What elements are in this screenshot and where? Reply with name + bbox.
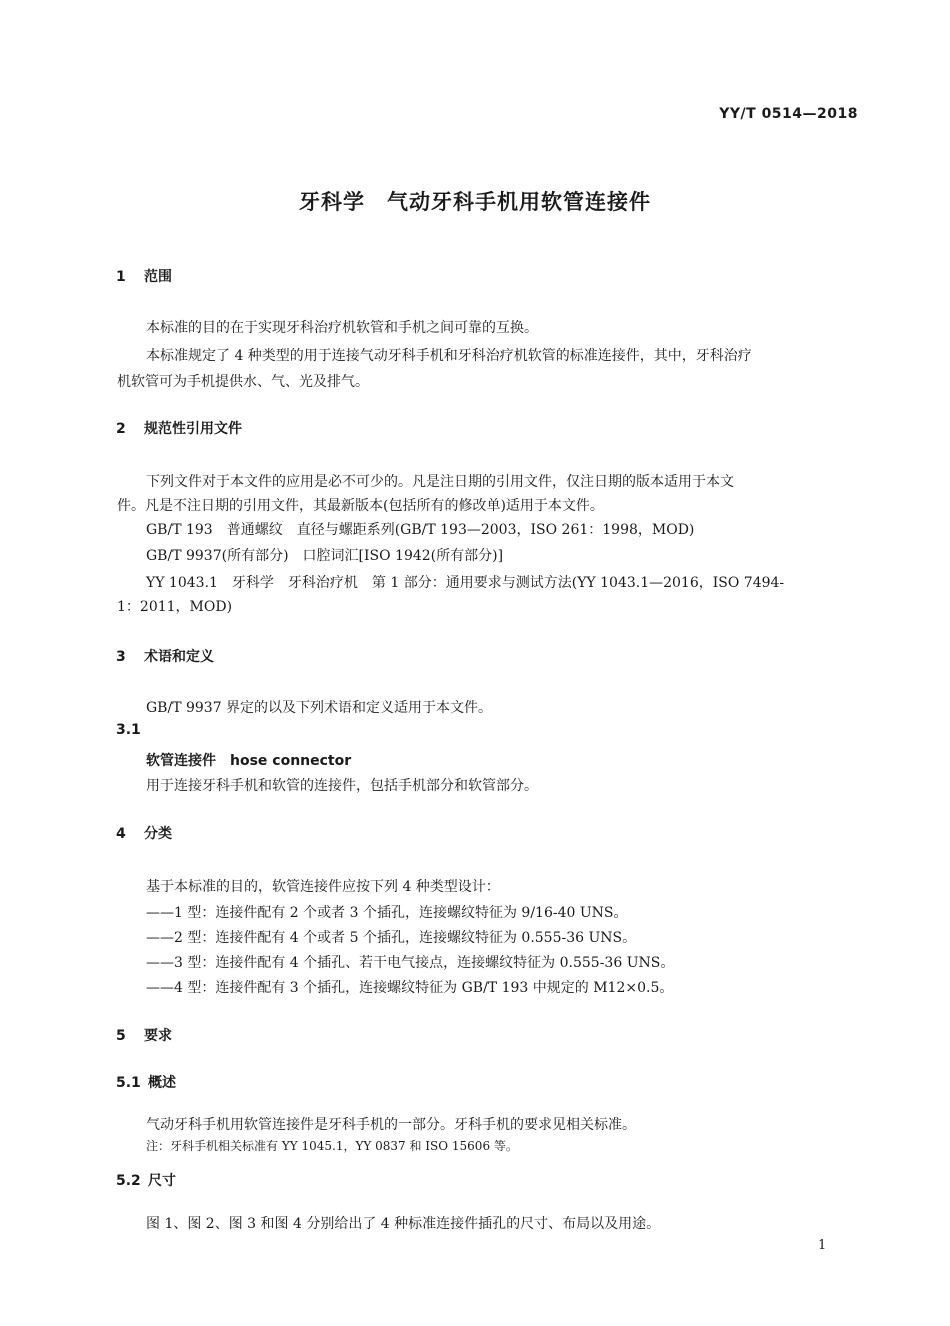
paragraph: 本标准的目的在于实现牙科治疗机软管和手机之间可靠的互换。: [146, 320, 538, 336]
section-number: 2: [116, 421, 126, 437]
section-title: 术语和定义: [144, 649, 214, 665]
paragraph-continuation: 机软管可为手机提供水、气、光及排气。: [117, 374, 369, 390]
paragraph: 本标准规定了 4 种类型的用于连接气动牙科手机和牙科治疗机软管的标准连接件，其中，牙科治疗: [146, 348, 752, 364]
list-item: ——4 型：连接件配有 3 个插孔，连接螺纹特征为 GB/T 193 中规定的 M12×0.5。: [146, 980, 674, 996]
normative-reference: GB/T 193 普通螺纹 直径与螺距系列(GB/T 193—2003，ISO 261：1998，MOD): [146, 522, 695, 538]
subsection-5-1-heading: [116, 1072, 176, 1092]
section-number: 4: [116, 826, 126, 842]
section-title: 范围: [144, 269, 172, 285]
section-3-heading: [116, 646, 214, 666]
paragraph: 基于本标准的目的，软管连接件应按下列 4 种类型设计：: [146, 879, 500, 895]
section-1-heading: [116, 266, 172, 286]
section-number: 5: [116, 1028, 126, 1044]
document-title: 牙科学 气动牙科手机用软管连接件: [299, 190, 651, 214]
section-number: 3: [116, 649, 126, 665]
note: 注：牙科手机相关标准有 YY 1045.1，YY 0837 和 ISO 15606 等。: [146, 1139, 518, 1153]
page-number: 1: [818, 1238, 827, 1253]
term-definition: 用于连接牙科手机和软管的连接件，包括手机部分和软管部分。: [146, 778, 538, 794]
section-title: 分类: [144, 826, 172, 842]
list-item: ——1 型：连接件配有 2 个或者 3 个插孔，连接螺纹特征为 9/16-40 UNS。: [146, 905, 628, 921]
section-number: 1: [116, 269, 126, 285]
paragraph-continuation: 件。凡是不注日期的引用文件，其最新版本(包括所有的修改单)适用于本文件。: [117, 498, 604, 514]
paragraph: 下列文件对于本文件的应用是必不可少的。凡是注日期的引用文件，仅注日期的版本适用于本文: [146, 474, 734, 490]
paragraph: GB/T 9937 界定的以及下列术语和定义适用于本文件。: [146, 700, 493, 716]
standard-code: YY/T 0514—2018: [719, 106, 858, 122]
paragraph: 气动牙科手机用软管连接件是牙科手机的一部分。牙科手机的要求见相关标准。: [146, 1117, 636, 1133]
normative-reference: YY 1043.1 牙科学 牙科治疗机 第 1 部分：通用要求与测试方法(YY 1043.1—2016，ISO 7494-: [146, 575, 785, 591]
section-title: 要求: [144, 1028, 172, 1044]
subsection-number: 5.2: [116, 1173, 141, 1189]
section-title: 规范性引用文件: [144, 421, 242, 437]
term-entry: 软管连接件 hose connector: [146, 753, 352, 769]
list-item: ——3 型：连接件配有 4 个插孔、若干电气接点，连接螺纹特征为 0.555-36 UNS。: [146, 955, 675, 971]
normative-reference: GB/T 9937(所有部分) 口腔词汇[ISO 1942(所有部分)]: [146, 548, 504, 564]
subsection-title: 尺寸: [148, 1173, 176, 1189]
normative-reference-continuation: 1：2011，MOD): [117, 599, 233, 615]
section-2-heading: [116, 418, 242, 438]
subsection-number: 5.1: [116, 1075, 141, 1091]
subsection-5-2-heading: [116, 1170, 176, 1190]
paragraph: 图 1、图 2、图 3 和图 4 分别给出了 4 种标准连接件插孔的尺寸、布局以及用途。: [146, 1216, 661, 1232]
section-5-heading: [116, 1025, 172, 1045]
list-item: ——2 型：连接件配有 4 个或者 5 个插孔，连接螺纹特征为 0.555-36 UNS。: [146, 930, 637, 946]
section-4-heading: [116, 823, 172, 843]
subsection-title: 概述: [148, 1075, 176, 1091]
subsection-number: 3.1: [116, 722, 141, 738]
